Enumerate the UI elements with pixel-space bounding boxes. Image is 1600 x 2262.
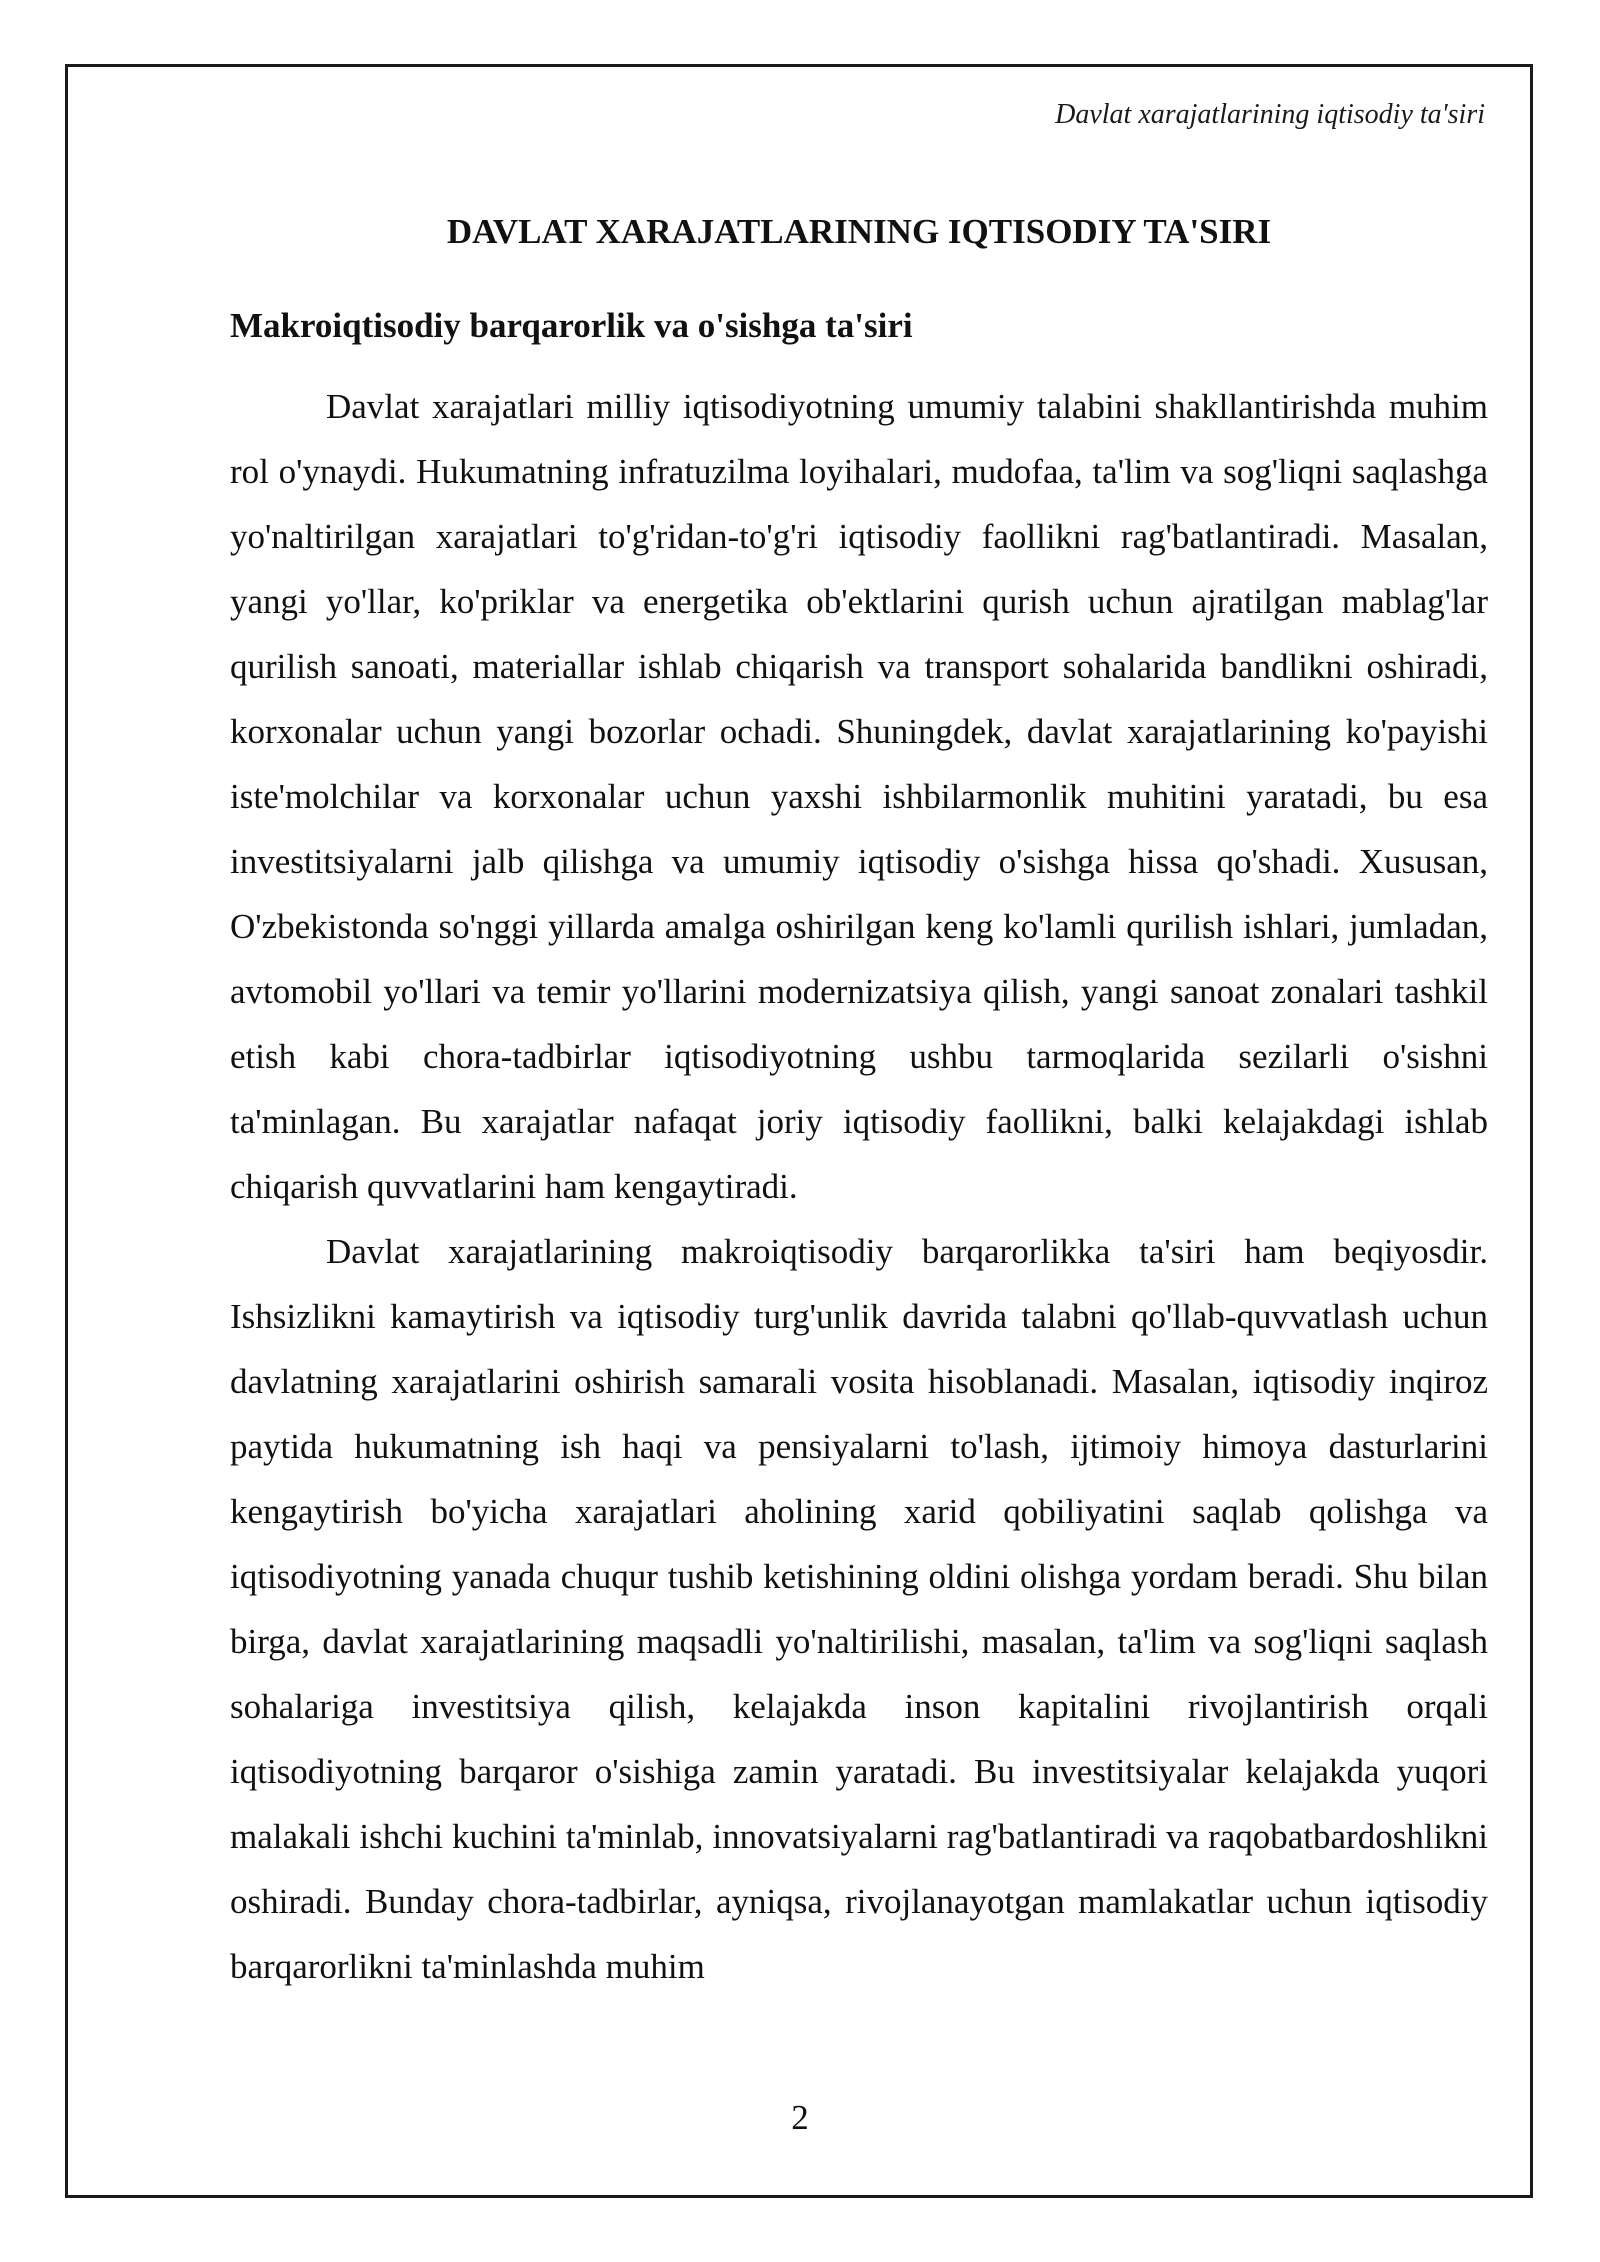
body-paragraph-1: Davlat xarajatlari milliy iqtisodiyotning umumiy talabini shakllantirishda muhim rol o'ynaydi. Hukumatning infratuzilma loyihalari, mudofaa, ta'lim va sog'liqni saqlashga yo'naltirilgan xarajatlari to'g'ridan-to'g'ri iqtisodiy faollikni rag'batlantiradi. Masalan, yangi yo'llar, ko'priklar va energetika ob'ektlarini qurish uchun ajratilgan mablag'lar qurilish sanoati, materiallar ishlab chiqarish va transport sohalarida bandlikni oshiradi, korxonalar uchun yangi bozorlar ochadi. Shuningdek, davlat xarajatlarining ko'payishi iste'molchilar va korxonalar uchun yaxshi ishbilarmonlik muhitini yaratadi, bu esa investitsiyalarni jalb qilishga va umumiy iqtisodiy o'sishga hissa qo'shadi. Xususan, O'zbekistonda so'nggi yillarda amalga oshirilgan keng ko'lamli qurilish ishlari, jumladan, avtomobil yo'llari va temir yo'llarini modernizatsiya qilish, yangi sanoat zonalari tashkil etish kabi chora-tadbirlar iqtisodiyotning ushbu tarmoqlarida sezilarli o'sishni ta'minlagan. Bu xarajatlar nafaqat joriy iqtisodiy faollikni, balki kelajakdagi ishlab chiqarish quvvatlarini ham kengaytiradi.: [230, 387, 1488, 1206]
page-number: 2: [791, 2098, 809, 2137]
page-content: [230, 210, 1488, 1999]
body-paragraph-2: Davlat xarajatlarining makroiqtisodiy barqarorlikka ta'siri ham beqiyosdir. Ishsizlikni kamaytirish va iqtisodiy turg'unlik davrida talabni qo'llab-quvvatlash uchun davlatning xarajatlarini oshirish samarali vosita hisoblanadi. Masalan, iqtisodiy inqiroz paytida hukumatning ish haqi va pensiyalarni to'lash, ijtimoiy himoya dasturlarini kengaytirish bo'yicha xarajatlari aholining xarid qobiliyatini saqlab qolishga va iqtisodiyotning yanada chuqur tushib ketishining oldini olishga yordam beradi. Shu bilan birga, davlat xarajatlarining maqsadli yo'naltirilishi, masalan, ta'lim va sog'liqni saqlash sohalariga investitsiya qilish, kelajakda inson kapitalini rivojlantirish orqali iqtisodiyotning barqaror o'sishiga zamin yaratadi. Bu investitsiyalar kelajakda yuqori malakali ishchi kuchini ta'minlab, innovatsiyalarni rag'batlantiradi va raqobatbardoshlikni oshiradi. Bunday chora-tadbirlar, ayniqsa, rivojlanayotgan mamlakatlar uchun iqtisodiy barqarorlikni ta'minlashda muhim: [230, 1232, 1488, 1986]
document-title: DAVLAT XARAJATLARINING IQTISODIY TA'SIRI: [446, 212, 1272, 251]
section-heading: Makroiqtisodiy barqarorlik va o'sishga ta'siri: [230, 306, 913, 345]
running-header: Davlat xarajatlarining iqtisodiy ta'siri: [1055, 99, 1485, 130]
